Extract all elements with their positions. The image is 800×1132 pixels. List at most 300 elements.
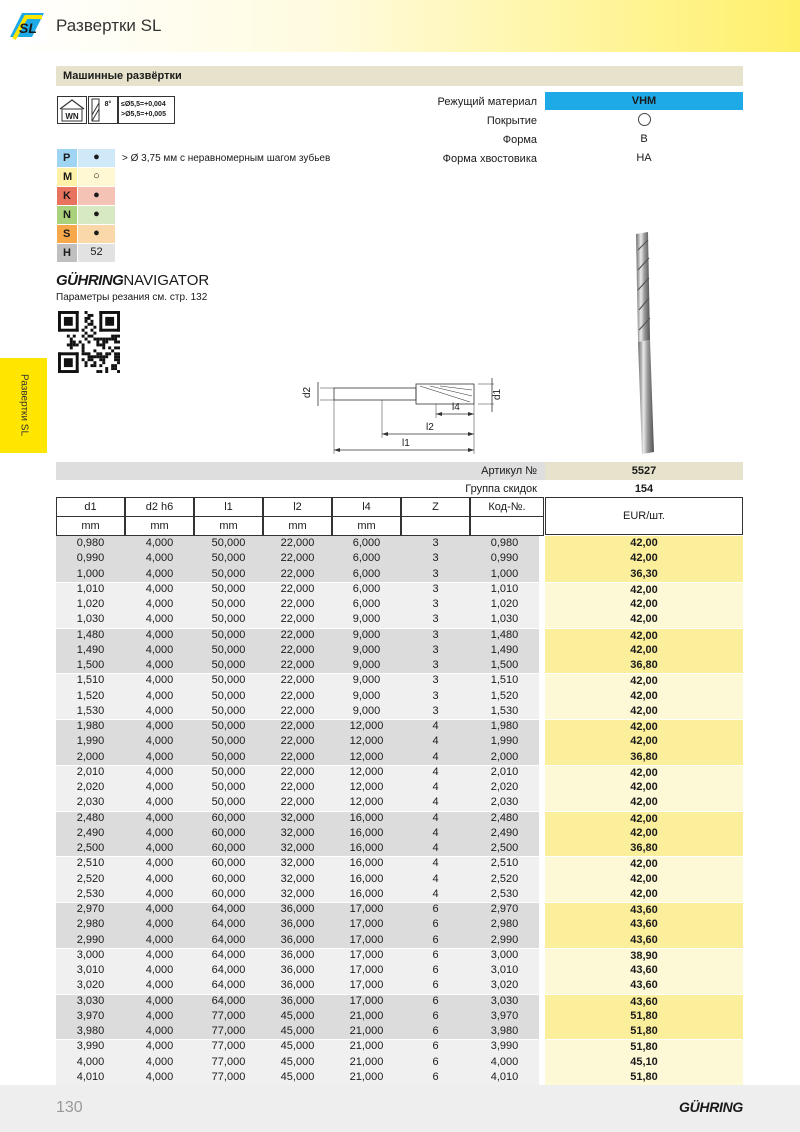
table-cell: 36,000 — [280, 964, 315, 976]
price-cell: 43,60 — [545, 963, 743, 978]
table-cell: 0,990 — [490, 552, 519, 565]
table-cell: 50,000 — [211, 537, 246, 549]
price-cell: 45,10 — [545, 1055, 743, 1070]
table-cell: 3,020 — [490, 979, 519, 992]
table-cell: 2,020 — [76, 781, 105, 793]
price-cell: 42,00 — [545, 597, 743, 612]
table-cell: 60,000 — [211, 811, 246, 824]
prop-material-label: Режущий материал — [437, 96, 537, 108]
table-cell: 4 — [432, 750, 439, 763]
table-cell: 6 — [432, 918, 439, 931]
price-cell: 42,00 — [545, 887, 743, 902]
table-cell: 3 — [432, 674, 439, 687]
table-cell: 1,490 — [490, 643, 519, 656]
table-cell: 2,970 — [490, 903, 519, 915]
table-cell: 50,000 — [211, 704, 246, 717]
table-cell: 0,980 — [490, 537, 519, 549]
table-cell: 3,990 — [490, 1040, 519, 1053]
table-cell: 45,000 — [280, 1070, 315, 1083]
table-cell: 4,000 — [145, 537, 174, 549]
table-cell: 4,000 — [145, 857, 174, 870]
column-header-6: Код-№. — [470, 497, 544, 517]
l2-label: l2 — [426, 422, 434, 433]
material-group-k — [57, 187, 115, 205]
table-cell: 22,000 — [280, 674, 315, 687]
table-cell: 60,000 — [211, 826, 246, 839]
table-cell: 4,000 — [145, 613, 174, 626]
table-cell: 1,030 — [76, 613, 105, 626]
svg-text:SL: SL — [19, 20, 37, 36]
table-cell: 17,000 — [349, 933, 384, 946]
table-cell: 4,000 — [145, 567, 174, 580]
table-cell: 4,000 — [145, 582, 174, 595]
table-cell: 6 — [432, 979, 439, 992]
table-row — [56, 1055, 743, 1070]
table-cell: 6,000 — [352, 537, 381, 549]
table-row — [56, 704, 743, 719]
table-cell: 1,020 — [490, 598, 519, 610]
table-cell: 2,030 — [76, 796, 105, 809]
table-cell: 16,000 — [349, 826, 384, 839]
table-cell: 6 — [432, 948, 439, 961]
table-cell: 3 — [432, 704, 439, 717]
material-group-m — [57, 168, 115, 186]
material-label: H — [57, 244, 77, 262]
table-cell: 21,000 — [349, 1055, 384, 1068]
table-cell: 22,000 — [280, 720, 315, 732]
discount-value: 154 — [634, 483, 654, 495]
table-cell: 4 — [432, 857, 439, 870]
column-header-5: Z — [401, 497, 470, 517]
table-cell: 12,000 — [349, 750, 384, 763]
d1-label: d1 — [492, 388, 503, 400]
table-cell: 50,000 — [211, 643, 246, 656]
table-cell: 3 — [432, 598, 439, 610]
table-cell: 50,000 — [211, 582, 246, 595]
table-cell: 1,010 — [76, 582, 105, 595]
table-cell: 50,000 — [211, 674, 246, 687]
table-cell: 60,000 — [211, 857, 246, 870]
table-cell: 4,000 — [145, 750, 174, 763]
table-cell: 1,500 — [76, 659, 105, 671]
material-note: > Ø 3,75 мм с неравномерным шагом зубьев — [122, 153, 331, 164]
table-cell: 3 — [432, 689, 439, 702]
table-row — [56, 780, 743, 795]
table-cell: 2,030 — [490, 796, 519, 809]
table-cell: 9,000 — [352, 613, 381, 626]
table-cell: 3,030 — [76, 994, 105, 1007]
table-cell: 6 — [432, 1055, 439, 1068]
table-row — [56, 567, 743, 582]
table-cell: 3,970 — [76, 1009, 105, 1022]
table-cell: 3,990 — [76, 1040, 105, 1053]
table-row — [56, 628, 743, 643]
material-group-p — [57, 149, 115, 167]
price-cell: 43,60 — [545, 994, 743, 1009]
table-cell: 1,000 — [76, 567, 105, 580]
table-cell: 4,000 — [145, 964, 174, 976]
column-header-2: l1 — [194, 497, 263, 517]
table-cell: 64,000 — [211, 933, 246, 946]
price-cell: 51,80 — [545, 1009, 743, 1024]
table-row — [56, 765, 743, 780]
tolerance-line-1: ≤Ø5,5=+0,004 — [121, 101, 166, 108]
table-cell: 77,000 — [211, 1009, 246, 1022]
price-cell: 42,00 — [545, 734, 743, 749]
price-cell: 42,00 — [545, 628, 743, 643]
price-cell: 43,60 — [545, 902, 743, 917]
cutting-params-note: Параметры резания см. стр. 132 — [56, 292, 208, 303]
dimension-drawing — [300, 378, 530, 456]
table-cell: 77,000 — [211, 1040, 246, 1053]
table-cell: 3,000 — [76, 948, 105, 961]
table-cell: 3,020 — [76, 979, 105, 992]
price-cell: 42,00 — [545, 704, 743, 719]
table-cell: 22,000 — [280, 765, 315, 778]
table-cell: 4,000 — [145, 643, 174, 656]
table-cell: 22,000 — [280, 796, 315, 809]
column-header-4: l4 — [332, 497, 401, 517]
table-cell: 9,000 — [352, 704, 381, 717]
table-cell: 9,000 — [352, 659, 381, 671]
table-cell: 1,980 — [490, 720, 519, 732]
material-group-h — [57, 244, 115, 262]
table-cell: 6 — [432, 1040, 439, 1053]
material-suitability: ● — [78, 206, 115, 224]
material-suitability: 52 — [78, 244, 115, 262]
table-cell: 77,000 — [211, 1055, 246, 1068]
prop-coating-label: Покрытие — [486, 115, 537, 127]
table-cell: 4,000 — [145, 720, 174, 732]
table-cell: 21,000 — [349, 1009, 384, 1022]
table-cell: 6,000 — [352, 567, 381, 580]
table-cell: 32,000 — [280, 857, 315, 870]
table-cell: 77,000 — [211, 1070, 246, 1083]
table-cell: 6 — [432, 1009, 439, 1022]
table-cell: 4 — [432, 811, 439, 824]
article-label: Артикул № — [481, 465, 537, 477]
price-cell: 36,80 — [545, 658, 743, 673]
table-cell: 50,000 — [211, 567, 246, 580]
table-cell: 3 — [432, 643, 439, 656]
table-cell: 2,000 — [490, 750, 519, 763]
table-row — [56, 1009, 743, 1024]
page-header — [0, 0, 800, 52]
table-cell: 4,000 — [145, 735, 174, 748]
price-cell: 43,60 — [545, 917, 743, 932]
table-row — [56, 658, 743, 673]
table-cell: 32,000 — [280, 887, 315, 900]
table-cell: 9,000 — [352, 674, 381, 687]
table-cell: 77,000 — [211, 1025, 246, 1037]
table-cell: 36,000 — [280, 918, 315, 931]
table-cell: 64,000 — [211, 918, 246, 931]
table-cell: 4 — [432, 735, 439, 748]
table-row — [56, 902, 743, 917]
table-cell: 2,520 — [76, 872, 105, 885]
table-cell: 4 — [432, 826, 439, 839]
table-cell: 3,000 — [490, 948, 519, 961]
table-row — [56, 978, 743, 993]
table-cell: 17,000 — [349, 903, 384, 915]
table-cell: 4,000 — [145, 979, 174, 992]
price-cell: 42,00 — [545, 536, 743, 551]
table-cell: 2,500 — [76, 842, 105, 854]
column-header-1: d2 h6 — [125, 497, 194, 517]
table-cell: 1,030 — [490, 613, 519, 626]
table-cell: 12,000 — [349, 796, 384, 809]
table-row — [56, 750, 743, 765]
table-row — [56, 933, 743, 948]
table-row — [56, 887, 743, 902]
table-cell: 4,000 — [145, 1025, 174, 1037]
table-cell: 4,000 — [145, 704, 174, 717]
column-unit-2: mm — [194, 516, 263, 536]
table-cell: 50,000 — [211, 659, 246, 671]
table-row — [56, 917, 743, 932]
table-cell: 4,000 — [145, 842, 174, 854]
column-unit-6 — [470, 516, 544, 536]
table-row — [56, 612, 743, 627]
sl-logo-icon — [8, 9, 46, 43]
material-label: P — [57, 149, 77, 167]
table-cell: 4,000 — [145, 826, 174, 839]
table-cell: 2,530 — [76, 887, 105, 900]
material-label: M — [57, 168, 77, 186]
table-cell: 2,010 — [76, 765, 105, 778]
table-cell: 64,000 — [211, 948, 246, 961]
table-cell: 36,000 — [280, 903, 315, 915]
table-cell: 1,480 — [76, 628, 105, 641]
table-cell: 2,980 — [490, 918, 519, 931]
tolerance-line-2: >Ø5,5=+0,005 — [121, 111, 166, 118]
table-cell: 21,000 — [349, 1040, 384, 1053]
guhring-navigator-logo: GÜHRINGNAVIGATOR — [56, 272, 210, 289]
price-cell: 42,00 — [545, 612, 743, 627]
table-cell: 0,990 — [76, 552, 105, 565]
price-cell: 38,90 — [545, 948, 743, 963]
table-cell: 4,000 — [145, 933, 174, 946]
material-suitability: ● — [78, 187, 115, 205]
table-cell: 50,000 — [211, 781, 246, 793]
table-cell: 6,000 — [352, 552, 381, 565]
table-row — [56, 948, 743, 963]
prop-form-label: Форма — [502, 134, 537, 146]
price-cell: 51,80 — [545, 1070, 743, 1085]
table-cell: 12,000 — [349, 735, 384, 748]
d2-label: d2 — [302, 386, 313, 398]
table-cell: 64,000 — [211, 979, 246, 992]
table-cell: 50,000 — [211, 613, 246, 626]
table-cell: 1,530 — [490, 704, 519, 717]
table-cell: 4,000 — [145, 598, 174, 610]
l1-label: l1 — [402, 438, 410, 449]
table-cell: 4,000 — [145, 1040, 174, 1053]
table-cell: 22,000 — [280, 659, 315, 671]
price-cell: 51,80 — [545, 1024, 743, 1039]
table-cell: 32,000 — [280, 872, 315, 885]
prop-form-value: B — [640, 133, 648, 145]
no-coating-icon — [638, 113, 651, 126]
material-group-s — [57, 225, 115, 243]
price-cell: 36,80 — [545, 841, 743, 856]
table-cell: 45,000 — [280, 1040, 315, 1053]
material-label: N — [57, 206, 77, 224]
table-cell: 17,000 — [349, 948, 384, 961]
price-cell: 43,60 — [545, 978, 743, 993]
prop-shank-label: Форма хвостовика — [442, 153, 537, 165]
table-cell: 22,000 — [280, 567, 315, 580]
table-cell: 4,000 — [145, 887, 174, 900]
table-row — [56, 673, 743, 688]
table-cell: 4,010 — [76, 1070, 105, 1083]
table-cell: 4,000 — [145, 918, 174, 931]
table-cell: 22,000 — [280, 552, 315, 565]
table-cell: 17,000 — [349, 994, 384, 1007]
table-cell: 50,000 — [211, 720, 246, 732]
table-cell: 12,000 — [349, 765, 384, 778]
table-cell: 22,000 — [280, 537, 315, 549]
table-row — [56, 734, 743, 749]
table-cell: 4,010 — [490, 1070, 519, 1083]
material-suitability: ● — [78, 225, 115, 243]
table-cell: 16,000 — [349, 857, 384, 870]
table-cell: 3,980 — [76, 1025, 105, 1037]
table-cell: 22,000 — [280, 781, 315, 793]
table-cell: 3 — [432, 659, 439, 671]
table-cell: 2,990 — [490, 933, 519, 946]
table-cell: 22,000 — [280, 598, 315, 610]
table-cell: 45,000 — [280, 1055, 315, 1068]
table-cell: 6 — [432, 933, 439, 946]
table-cell: 50,000 — [211, 796, 246, 809]
table-cell: 32,000 — [280, 842, 315, 854]
table-cell: 12,000 — [349, 720, 384, 732]
table-cell: 9,000 — [352, 689, 381, 702]
table-cell: 4,000 — [145, 628, 174, 641]
price-cell: 42,00 — [545, 551, 743, 566]
table-cell: 60,000 — [211, 887, 246, 900]
table-cell: 2,490 — [76, 826, 105, 839]
table-cell: 1,980 — [76, 720, 105, 732]
table-row — [56, 856, 743, 871]
table-cell: 2,530 — [490, 887, 519, 900]
table-cell: 3 — [432, 567, 439, 580]
table-cell: 17,000 — [349, 964, 384, 976]
prop-coating-value — [545, 111, 743, 129]
table-row — [56, 963, 743, 978]
column-header-3: l2 — [263, 497, 332, 517]
table-cell: 21,000 — [349, 1025, 384, 1037]
table-cell: 4 — [432, 720, 439, 732]
table-cell: 6 — [432, 964, 439, 976]
section-title: Машинные развёртки — [56, 66, 743, 86]
table-cell: 1,480 — [490, 628, 519, 641]
table-cell: 6,000 — [352, 598, 381, 610]
table-row — [56, 826, 743, 841]
table-cell: 21,000 — [349, 1070, 384, 1083]
price-header: EUR/шт. — [545, 497, 743, 535]
table-cell: 64,000 — [211, 994, 246, 1007]
table-cell: 1,520 — [76, 689, 105, 702]
price-cell: 42,00 — [545, 780, 743, 795]
table-cell: 22,000 — [280, 582, 315, 595]
table-cell: 4,000 — [145, 765, 174, 778]
table-cell: 16,000 — [349, 811, 384, 824]
table-cell: 60,000 — [211, 872, 246, 885]
prop-material-value: VHM — [545, 92, 743, 110]
table-row — [56, 1070, 743, 1085]
table-cell: 4,000 — [145, 903, 174, 915]
table-cell: 36,000 — [280, 948, 315, 961]
table-cell: 2,020 — [490, 781, 519, 793]
table-cell: 1,990 — [490, 735, 519, 748]
table-row — [56, 597, 743, 612]
table-cell: 22,000 — [280, 628, 315, 641]
wn-type-icon — [57, 96, 87, 124]
table-row — [56, 643, 743, 658]
table-cell: 36,000 — [280, 933, 315, 946]
table-cell: 64,000 — [211, 903, 246, 915]
table-cell: 16,000 — [349, 872, 384, 885]
price-cell: 51,80 — [545, 1039, 743, 1054]
table-cell: 3 — [432, 628, 439, 641]
table-cell: 3,980 — [490, 1025, 519, 1037]
price-cell: 42,00 — [545, 856, 743, 871]
table-cell: 6 — [432, 1070, 439, 1083]
table-cell: 16,000 — [349, 842, 384, 854]
table-cell: 3 — [432, 537, 439, 549]
material-suitability: ● — [78, 149, 115, 167]
table-cell: 4 — [432, 872, 439, 885]
table-cell: 3,010 — [490, 964, 519, 976]
table-row — [56, 551, 743, 566]
material-label: S — [57, 225, 77, 243]
discount-label: Группа скидок — [465, 483, 537, 495]
footer-logo: GÜHRING — [678, 1099, 743, 1115]
table-row — [56, 872, 743, 887]
table-cell: 4,000 — [145, 796, 174, 809]
wn-label: WN — [65, 112, 79, 121]
table-cell: 1,520 — [490, 689, 519, 702]
table-cell: 16,000 — [349, 887, 384, 900]
price-cell: 42,00 — [545, 673, 743, 688]
table-cell: 60,000 — [211, 842, 246, 854]
qr-code-icon[interactable] — [58, 311, 120, 373]
price-cell: 42,00 — [545, 811, 743, 826]
table-cell: 2,480 — [76, 811, 105, 824]
table-cell: 4,000 — [145, 994, 174, 1007]
material-group-n — [57, 206, 115, 224]
table-cell: 4,000 — [145, 659, 174, 671]
table-cell: 6,000 — [352, 582, 381, 595]
table-cell: 4,000 — [76, 1055, 105, 1068]
table-row — [56, 1039, 743, 1054]
column-unit-1: mm — [125, 516, 194, 536]
table-cell: 2,490 — [490, 826, 519, 839]
table-cell: 50,000 — [211, 689, 246, 702]
table-row — [56, 536, 743, 551]
price-cell: 42,00 — [545, 826, 743, 841]
table-cell: 2,520 — [490, 872, 519, 885]
table-row — [56, 841, 743, 856]
table-row — [56, 719, 743, 734]
table-cell: 4 — [432, 765, 439, 778]
table-cell: 1,990 — [76, 735, 105, 748]
table-cell: 4,000 — [145, 1009, 174, 1022]
table-row — [56, 582, 743, 597]
table-cell: 12,000 — [349, 781, 384, 793]
